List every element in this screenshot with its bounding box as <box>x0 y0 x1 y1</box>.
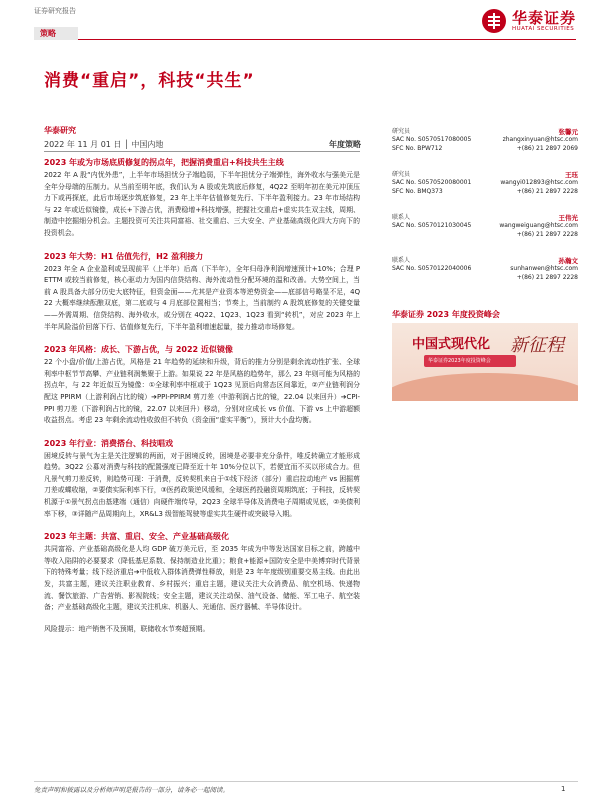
analyst-email[interactable]: wangyi012893@htsc.com <box>500 179 578 187</box>
category-tab <box>34 27 78 40</box>
analyst-panel <box>392 128 578 300</box>
institution-label: 华泰研究 <box>44 126 76 135</box>
cover-decoration <box>392 373 578 401</box>
analyst-phone: +(86) 21 2897 2228 <box>516 187 578 195</box>
analyst-name: 张馨元 <box>558 128 578 136</box>
section-body: 22 个小盘/价值/上游占优，风格是 21 年趋势的延续和升级，背后的推力分别是剩余流动性扩张、全球利率中枢节节高攀、产业链利润集聚于上游。如果说 22 年是风格的趋势年，那么 23 年则可能为风格的拐点年，与 22 年近似互为镜像：①全球利率中枢或于 1Q23 见顶后向常态区间靠近，②产业链利润分配这 PPIRM（上游利润占比的镜）➔PPI-PPIRM 剪刀差（中游利润占比的镜，22.04 以来回升）➔CPI-PPI 剪刀差（下游利润占比的镜，22.07 以来回升）移动，分别对应成长 vs 价值、下游 vs 上中游超额收益拐点。考虑 23 年剩余流动性收敛但不转负（资金面“虚实平衡”），预计大小盘均衡。 <box>44 358 360 425</box>
cover-calligraphy: 新征程 <box>510 335 564 356</box>
report-type: 年度策略 <box>329 140 361 149</box>
summit-title: 华泰证券 2023 年度投资峰会 <box>392 310 500 319</box>
huatai-logo-icon <box>481 8 507 34</box>
report-dateline: 2022 年 11 月 01 日 │ 中国内地 <box>44 140 164 149</box>
section-title: 2023 年行业：消费搭台、科技唱戏 <box>44 438 174 448</box>
analyst-sfc: SFC No. BMQ373 <box>392 187 443 195</box>
section <box>44 437 360 521</box>
analyst-card <box>392 171 578 214</box>
analyst-email[interactable]: zhangxinyuan@htsc.com <box>502 136 578 144</box>
section <box>44 250 360 334</box>
analyst-sac: SAC No. S0570122040006 <box>392 265 472 273</box>
page-number: 1 <box>561 785 566 793</box>
cover-banner-text: 华泰证券2023年度投资峰会 <box>428 358 491 364</box>
analyst-card <box>392 214 578 257</box>
analyst-card <box>392 257 578 300</box>
analyst-name: 孙瀚文 <box>558 257 578 265</box>
analyst-role: 研究员 <box>392 128 411 135</box>
analyst-role: 联系人 <box>392 214 411 221</box>
analyst-sac: SAC No. S0570121030045 <box>392 222 472 230</box>
section-title: 2023 年主题：共富、重启、安全、产业基础高级化 <box>44 532 230 542</box>
analyst-name: 王伟光 <box>558 214 578 222</box>
company-logo <box>481 6 576 36</box>
section-title: 2023 年或为市场底质修复的拐点年，把握消费重启+科技共生主线 <box>44 158 284 167</box>
section-title: 2023 年风格：成长、下游占优，与 2022 近似镜像 <box>44 345 233 355</box>
cover-banner <box>424 355 516 367</box>
dateline-divider <box>44 151 360 152</box>
report-type-label: 证券研究报告 <box>34 7 76 15</box>
analyst-sac: SAC No. S0570517080005 <box>392 136 472 144</box>
section-body: 2023 年全 A 企业盈利或呈现前平（上半年）后高（下半年），全年归母净利润增速预计+10%；合理 PETTM 或较当前修复，核心驱动力为国内信贷结构、海外流动性分配环境的温和改善。大势空间上，当前 A 股具备大部分历史大底特征，但资金面——尤其是产业资本等逆势资金——底部信号略显不足，4Q22 大概率继续酝酿双底，第二底或与 4 月底部位置相当；节奏上，当前制约 A 股筑底修复的关键变量——外需周期、信贷结构、海外收水，或分别在 4Q22、1Q23、1Q23 看到“转机”，对应 2023 年上半年风险溢价回落下行、估值修复先行，下半年盈利增速起量，接力推动市场修复。 <box>44 264 360 331</box>
analyst-card <box>392 128 578 171</box>
analyst-email[interactable]: sunhanwen@htsc.com <box>510 265 578 273</box>
footer-divider <box>34 781 578 782</box>
analyst-sac: SAC No. S0570520080001 <box>392 179 472 187</box>
analyst-name: 王珏 <box>565 171 578 179</box>
report-title: 消费“重启”，科技“共生” <box>44 71 255 91</box>
cover-headline: 中国式现代化 <box>412 337 491 352</box>
analyst-phone: +(86) 21 2897 2069 <box>516 144 578 152</box>
main-content <box>44 156 360 635</box>
summit-cover-image <box>392 323 578 401</box>
header-divider <box>78 39 576 40</box>
analyst-sfc: SFC No. BPW712 <box>392 144 443 152</box>
section <box>44 156 360 240</box>
section <box>44 530 360 614</box>
section-title: 2023 年大势：H1 估值先行，H2 盈利接力 <box>44 251 204 261</box>
section-body: 2022 年 A 股“内忧外患”，上半年市场担忧分子端趋弱，下半年担忧分子端弹性，海外收水与强美元是全年分母端的压制力。从当前至明年底，我们认为 A 股或先筑底后修复，4Q22 至明年初在美元冲顶压力下或再探底，此后市场逐步筑底修复，23 年上半年估值修复先行、下半年盈利接力。23 年市场结构与 22 年或近似镜像，成长+下游占优，消费稳增+科技增强，把握社交重启+虚实共生双主线，周期、制造中挖掘细分机会。主题投资可关注共同富裕、社交重启、三大安全、产业基础高级化四大方向下的投资机会。 <box>44 171 360 237</box>
analyst-role: 联系人 <box>392 257 411 264</box>
category-label: 策略 <box>40 29 56 38</box>
disclaimer: 免责声明和披露以及分析师声明是报告的一部分，请务必一起阅读。 <box>34 786 229 794</box>
analyst-email[interactable]: wangweiguang@htsc.com <box>499 222 578 230</box>
analyst-phone: +(86) 21 2897 2228 <box>516 273 578 281</box>
analyst-phone: +(86) 21 2897 2228 <box>516 230 578 238</box>
section-body: 共同富裕、产业基础高级化是人均 GDP 破万美元后，至 2035 年成为中等发达国家目标之前，跨越中等收入陷阱的必要要求（降低基尼系数、保持制造业比重）；粮食+能源+国防安全是中美博弈时代背景下的特殊考量；线下经济重启➔中低收入群体消费弹性释放，则是 23 年年度级别重要交易主线。由此出发，共富主题，建议关注职业教育、乡村振兴；重启主题，建议关注大众消费品、航空机场、快递物流、餐饮旅游、广告营销、影视院线；安全主题，建议关注动保、油气设备、储能、军工电子、航空装备；产业基础高级化主题，建议关注机床、机器人、光通信、医疗器械、半导体设计。 <box>44 545 360 612</box>
analyst-role: 研究员 <box>392 171 411 178</box>
section-body: 困境反转与景气为主是关注逻辑的两面，对于困境反转，困境是必要非充分条件，唯反转确立才能形成趋势。3Q22 公募对消费与科技的配置强度已降至近十年 10%分位以下，若便宜而不买以形成合力。但凡景气剪刀差反转，则趋势可现：于消费，反转契机来自于①线下经济（部分）重启拉动地产 vs 困掘剪刀差或蝶收缩，②要债实际利率下行，③医药政策逆风缓和，全球医药投融资周期筑底；于科技，反转契机源于①景气拐点由基建端（通信）向硬件端传导，2Q23 全球半导体及消费电子周期或见底，②美债利率下移，③详随产品周期向上，XR&L3 级智能驾驶等虚实共生硬件或突破导入期。 <box>44 451 360 518</box>
risk-warning: 风险提示：地产销售不及预期，联储收水节奏超预期。 <box>44 624 210 633</box>
logo-text-cn: 华泰证券 <box>511 9 576 27</box>
logo-text-en: HUATAI SECURITIES <box>511 26 575 32</box>
section <box>44 343 360 427</box>
